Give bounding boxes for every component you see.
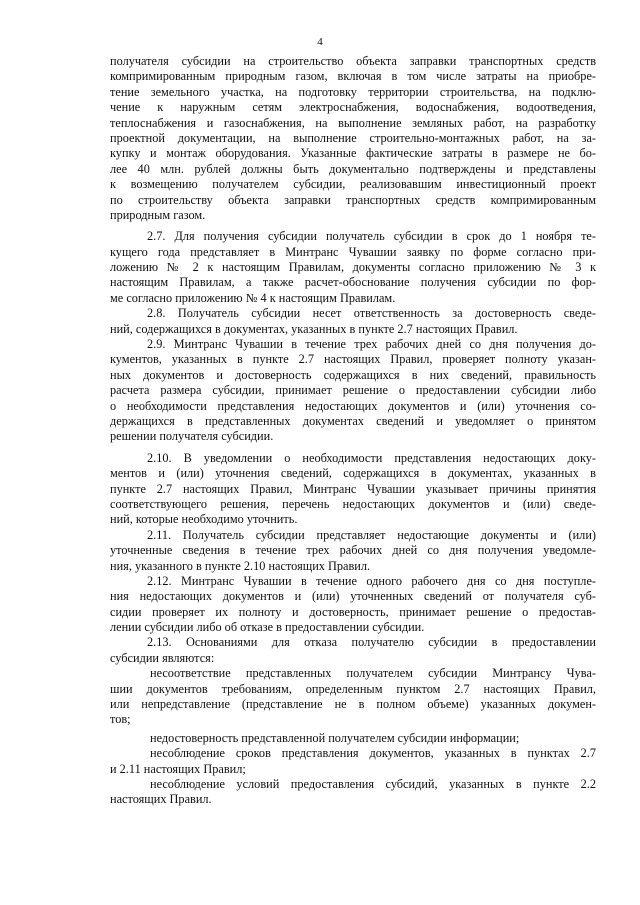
- paragraph: [110, 635, 596, 666]
- text-line: купку и монтаж оборудования. Указанные фактические затраты в размере не бо-: [110, 146, 596, 161]
- text-line: уточненные сведения в течение трех рабочих дней со дня получения уведомле-: [110, 543, 596, 558]
- text-line: недостоверность представленной получателем субсидии информации;: [150, 730, 520, 745]
- text-line: ния недостающих документов и (или) уточненных сведений от получателя суб-: [110, 589, 596, 604]
- text-line: несоответствие представленных получателем субсидии Минтрансу Чува-: [150, 666, 596, 681]
- paragraph: [110, 746, 596, 777]
- text-line: ных документов и достоверность содержащихся в них сведений, правильность: [110, 367, 596, 382]
- text-line: 2.12. Минтранс Чувашии в течение одного рабочего дня со дня поступле-: [147, 573, 596, 588]
- text-line: компримированным природным газом, включая в том числе затраты на приобре-: [110, 69, 596, 84]
- paragraph: [110, 229, 596, 306]
- text-line: о необходимости представления недостающих документов и (или) уточнения со-: [110, 398, 596, 413]
- text-line: несоблюдение условий предоставления субсидий, указанных в пункте 2.2: [150, 776, 596, 791]
- text-line: получателя субсидии на строительство объекта заправки транспортных средств: [110, 54, 596, 68]
- text-line: по строительству объекта заправки транспортных средств компримированным: [110, 192, 596, 207]
- text-line: сидии проверяет их полноту и достоверность, принимает решение о предостав-: [110, 604, 596, 619]
- paragraph: [110, 731, 596, 746]
- text-line: ложению № 2 к настоящим Правилам, документы согласно приложению № 3 к: [110, 260, 596, 275]
- text-line: решении получателя субсидии.: [110, 429, 274, 444]
- text-line: ме согласно приложению № 4 к настоящим Правилам.: [110, 290, 396, 305]
- paragraph: [110, 337, 596, 445]
- text-line: соответствующего решения, перечень недостающих документов и (или) сведе-: [110, 496, 596, 511]
- text-line: проектной документации, на выполнение строительно-монтажных работ, на за-: [110, 130, 596, 145]
- text-line: ния, указанного в пункте 2.10 настоящих Правил.: [110, 558, 371, 573]
- paragraph: [110, 451, 596, 528]
- text-line: чение к наружным сетям электроснабжения, водоснабжения, водоотведения,: [110, 100, 596, 115]
- text-line: 2.7. Для получения субсидии получатель субсидии в срок до 1 ноября те-: [147, 229, 596, 244]
- paragraph: [110, 54, 596, 223]
- text-line: лении субсидии либо об отказе в предоставлении субсидии.: [110, 620, 425, 635]
- text-line: несоблюдение сроков представления документов, указанных в пунктах 2.7: [150, 746, 596, 761]
- text-line: или непредставление (представление не в полном объеме) указанных докумен-: [110, 697, 596, 712]
- text-line: ний, которые необходимо уточнить.: [110, 512, 298, 527]
- text-line: пункте 2.7 настоящих Правил, Минтранс Чувашии указывает причины принятия: [110, 481, 596, 496]
- text-line: тение земельного участка, на подготовку территории строительства, на подклю-: [110, 84, 596, 99]
- text-line: настоящим Правилам, а также расчет-обоснование получения субсидии по фор-: [110, 275, 596, 290]
- text-line: 2.8. Получатель субсидии несет ответственность за достоверность сведе-: [147, 306, 596, 321]
- text-line: теплоснабжения и газоснабжения, на выполнение земляных работ, на разработку: [110, 115, 596, 130]
- paragraph: [110, 777, 596, 808]
- text-line: природным газом.: [110, 207, 206, 222]
- text-line: расчета размера субсидии, принимает решение о предоставлении субсидии либо: [110, 383, 596, 398]
- text-line: кущего года представляет в Минтранс Чувашии заявку по форме согласно при-: [110, 244, 596, 259]
- text-line: шии документов требованиям, определенным пунктом 2.7 настоящих Правил,: [110, 681, 596, 696]
- text-line: 2.9. Минтранс Чувашии в течение трех рабочих дней со дня получения до-: [147, 337, 596, 352]
- text-line: ментов и (или) уточнения сведений, содержащихся в документах, указанных в: [110, 466, 596, 481]
- text-line: лее 40 млн. рублей должны быть документально подтверждены и представлены: [110, 161, 596, 176]
- text-line: ний, содержащихся в документах, указанных в пункте 2.7 настоящих Правил.: [110, 321, 518, 336]
- paragraph: [110, 574, 596, 636]
- paragraph: [110, 306, 596, 337]
- text-line: 2.10. В уведомлении о необходимости представления недостающих доку-: [147, 450, 596, 465]
- text-line: 2.11. Получатель субсидии представляет недостающие документы и (или): [147, 527, 596, 542]
- text-line: держащихся в представленных документах сведений и уведомляет о принятом: [110, 413, 596, 428]
- page-number: 4: [317, 36, 323, 48]
- text-line: настоящих Правил.: [110, 792, 212, 807]
- text-line: и 2.11 настоящих Правил;: [110, 761, 246, 776]
- paragraph: [110, 528, 596, 574]
- text-line: к возмещению получателем субсидии, реализовавшим инвестиционный проект: [110, 177, 596, 192]
- text-line: тов;: [110, 712, 131, 727]
- paragraph: [110, 666, 596, 728]
- text-line: субсидии являются:: [110, 650, 215, 665]
- text-line: кументов, указанных в пункте 2.7 настоящих Правил, проверяет полноту указан-: [110, 352, 596, 367]
- document-body: [110, 54, 596, 808]
- text-line: 2.13. Основаниями для отказа получателю субсидии в предоставлении: [147, 635, 596, 650]
